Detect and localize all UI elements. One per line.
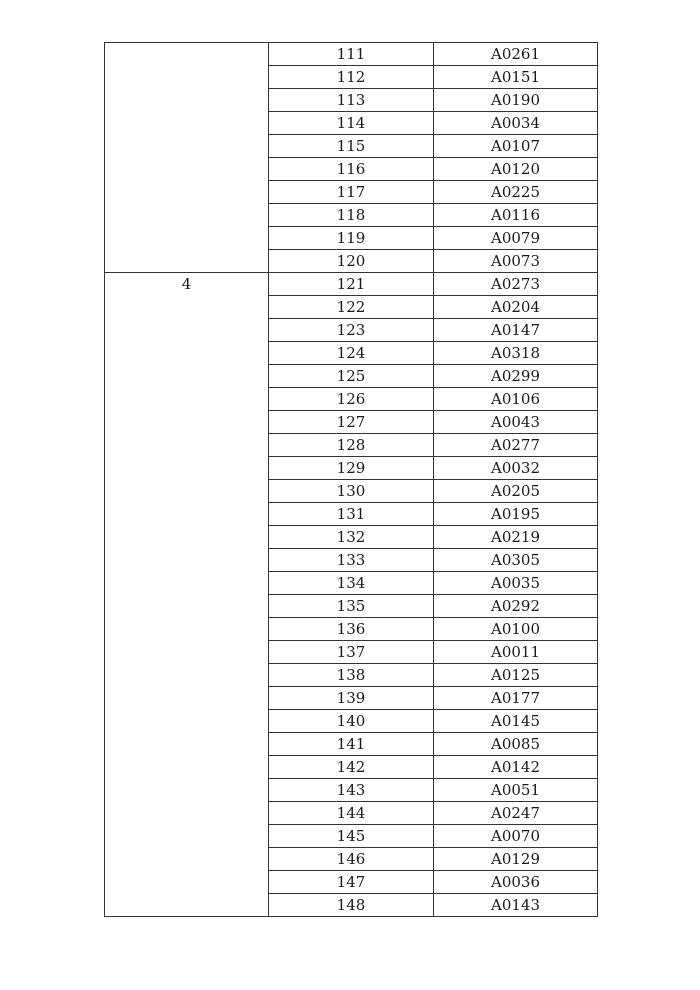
sequence-number-cell: 121 [269, 273, 434, 296]
sequence-number-cell: 130 [269, 480, 434, 503]
table-row [105, 273, 598, 296]
code-cell: A0107 [434, 135, 598, 158]
sequence-number-cell: 148 [269, 894, 434, 917]
sequence-number-cell: 124 [269, 342, 434, 365]
code-cell: A0043 [434, 411, 598, 434]
code-cell: A0147 [434, 319, 598, 342]
sequence-number-cell: 111 [269, 43, 434, 66]
code-cell: A0273 [434, 273, 598, 296]
sequence-number-cell: 145 [269, 825, 434, 848]
sequence-number-cell: 135 [269, 595, 434, 618]
sequence-number-cell: 143 [269, 779, 434, 802]
table-body [105, 43, 598, 917]
sequence-number-cell: 116 [269, 158, 434, 181]
sequence-number-cell: 144 [269, 802, 434, 825]
sequence-number-cell: 138 [269, 664, 434, 687]
sequence-number-cell: 131 [269, 503, 434, 526]
code-cell: A0292 [434, 595, 598, 618]
sequence-number-cell: 125 [269, 365, 434, 388]
sequence-number-cell: 126 [269, 388, 434, 411]
code-cell: A0142 [434, 756, 598, 779]
code-cell: A0034 [434, 112, 598, 135]
sequence-number-cell: 123 [269, 319, 434, 342]
code-cell: A0032 [434, 457, 598, 480]
code-cell: A0120 [434, 158, 598, 181]
code-cell: A0195 [434, 503, 598, 526]
sequence-number-cell: 127 [269, 411, 434, 434]
code-cell: A0151 [434, 66, 598, 89]
assignment-table [104, 42, 598, 917]
code-cell: A0011 [434, 641, 598, 664]
code-cell: A0305 [434, 549, 598, 572]
code-cell: A0225 [434, 181, 598, 204]
sequence-number-cell: 120 [269, 250, 434, 273]
code-cell: A0204 [434, 296, 598, 319]
sequence-number-cell: 136 [269, 618, 434, 641]
sequence-number-cell: 139 [269, 687, 434, 710]
code-cell: A0036 [434, 871, 598, 894]
code-cell: A0100 [434, 618, 598, 641]
code-cell: A0219 [434, 526, 598, 549]
sequence-number-cell: 119 [269, 227, 434, 250]
code-cell: A0145 [434, 710, 598, 733]
code-cell: A0079 [434, 227, 598, 250]
sequence-number-cell: 128 [269, 434, 434, 457]
sequence-number-cell: 129 [269, 457, 434, 480]
code-cell: A0247 [434, 802, 598, 825]
sequence-number-cell: 146 [269, 848, 434, 871]
code-cell: A0051 [434, 779, 598, 802]
code-cell: A0318 [434, 342, 598, 365]
sequence-number-cell: 112 [269, 66, 434, 89]
sequence-number-cell: 140 [269, 710, 434, 733]
sequence-number-cell: 133 [269, 549, 434, 572]
sequence-number-cell: 117 [269, 181, 434, 204]
code-cell: A0129 [434, 848, 598, 871]
code-cell: A0035 [434, 572, 598, 595]
code-cell: A0277 [434, 434, 598, 457]
code-cell: A0143 [434, 894, 598, 917]
sequence-number-cell: 142 [269, 756, 434, 779]
code-cell: A0299 [434, 365, 598, 388]
sequence-number-cell: 134 [269, 572, 434, 595]
sequence-number-cell: 114 [269, 112, 434, 135]
code-cell: A0205 [434, 480, 598, 503]
code-cell: A0073 [434, 250, 598, 273]
sequence-number-cell: 132 [269, 526, 434, 549]
sequence-number-cell: 141 [269, 733, 434, 756]
code-cell: A0261 [434, 43, 598, 66]
table-row [105, 43, 598, 66]
code-cell: A0125 [434, 664, 598, 687]
sequence-number-cell: 113 [269, 89, 434, 112]
code-cell: A0070 [434, 825, 598, 848]
code-cell: A0106 [434, 388, 598, 411]
code-cell: A0085 [434, 733, 598, 756]
sequence-number-cell: 122 [269, 296, 434, 319]
sequence-number-cell: 147 [269, 871, 434, 894]
code-cell: A0177 [434, 687, 598, 710]
sequence-number-cell: 115 [269, 135, 434, 158]
group-number-cell: 4 [105, 273, 269, 917]
code-cell: A0190 [434, 89, 598, 112]
code-cell: A0116 [434, 204, 598, 227]
group-number-cell [105, 43, 269, 273]
sequence-number-cell: 137 [269, 641, 434, 664]
sequence-number-cell: 118 [269, 204, 434, 227]
